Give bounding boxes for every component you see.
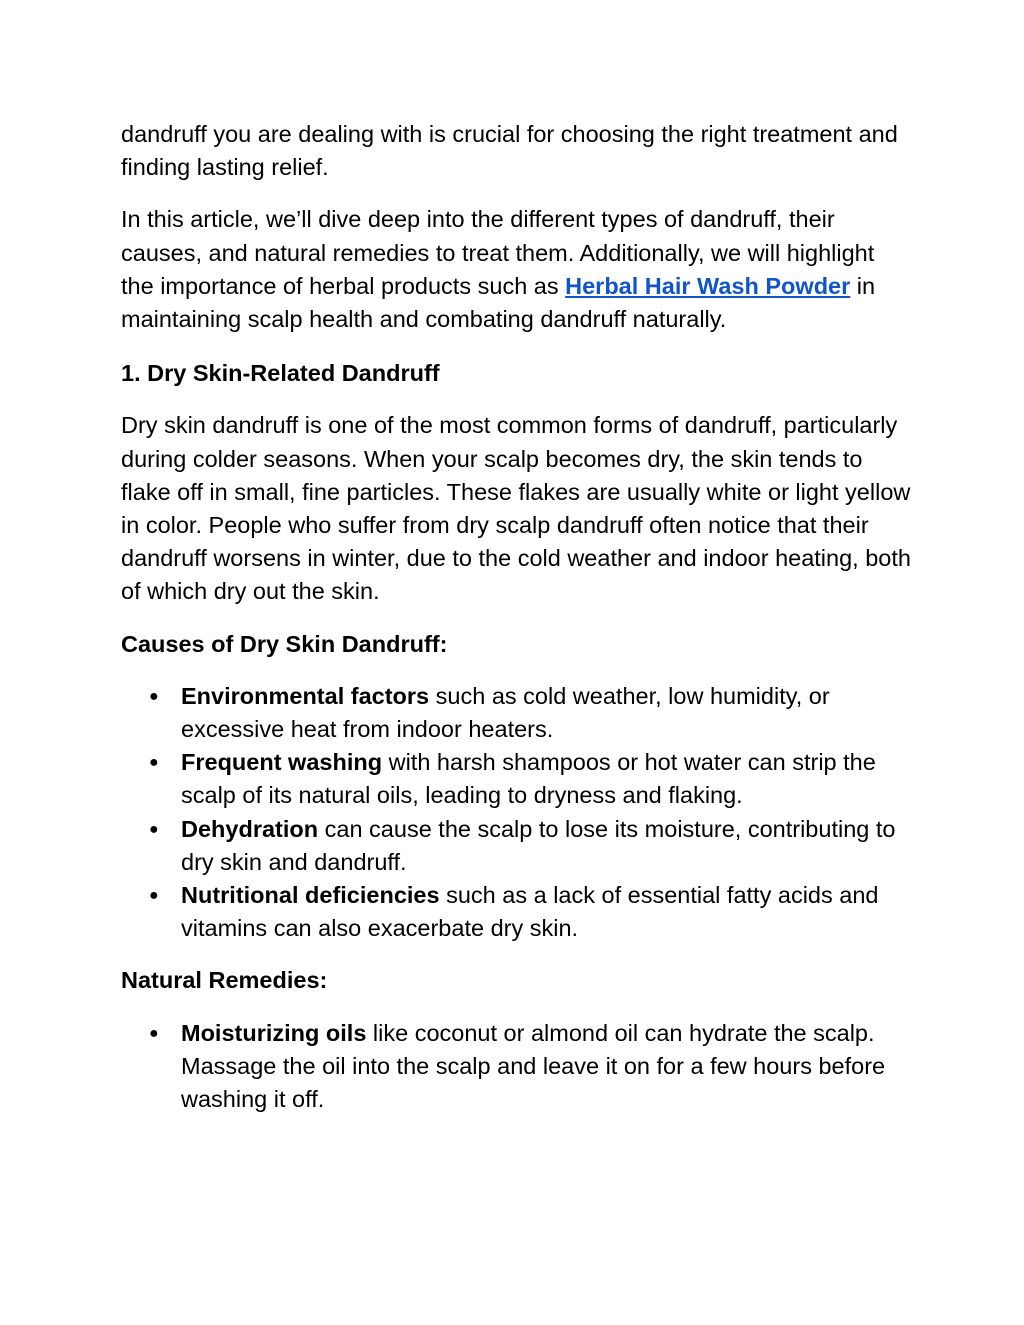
causes-heading: Causes of Dry Skin Dandruff: <box>121 630 448 657</box>
herbal-hair-wash-powder-link[interactable]: Herbal Hair Wash Powder <box>565 272 851 299</box>
cause-term: Nutritional deficiencies <box>181 882 440 909</box>
list-item <box>121 746 911 812</box>
causes-list <box>121 680 911 946</box>
cause-text: with harsh shampoos or hot water can strip the scalp of its natural oils, leading to dryness and flaking. <box>181 749 876 809</box>
list-item <box>121 680 911 746</box>
document-page <box>121 118 911 1135</box>
list-item <box>121 813 911 879</box>
list-item <box>121 1017 911 1117</box>
bullet-icon: ● <box>149 1024 159 1042</box>
remedy-term: Moisturizing oils <box>181 1019 367 1046</box>
remedies-list <box>121 1017 911 1117</box>
cause-text: can cause the scalp to lose its moisture, contributing to dry skin and dandruff. <box>181 815 896 875</box>
article-text-after-link: in maintaining scalp health and combating dandruff naturally. <box>121 272 876 333</box>
bullet-icon: ● <box>149 820 159 838</box>
cause-term: Dehydration <box>181 815 319 842</box>
list-item <box>121 879 911 945</box>
cause-term: Frequent washing <box>181 749 383 776</box>
remedy-text: like coconut or almond oil can hydrate the scalp. Massage the oil into the scalp and leave it on for a few hours before washing it off. <box>181 1019 886 1113</box>
bullet-icon: ● <box>149 887 159 905</box>
section-heading-dry-skin: 1. Dry Skin-Related Dandruff <box>121 360 440 387</box>
bullet-icon: ● <box>149 754 159 772</box>
article-text-before-link: In this article, we’ll dive deep into the different types of dandruff, their causes, and natural remedies to treat them. Additionally, we will highlight the importance of herbal products such as <box>121 206 875 299</box>
cause-term: Environmental factors <box>181 682 430 709</box>
dry-skin-paragraph: Dry skin dandruff is one of the most common forms of dandruff, particularly during colder seasons. When your scalp becomes dry, the skin tends to flake off in small, fine particles. These flakes are usually white or light yellow in color. People who suffer from dry scalp dandruff often notice that their dandruff worsens in winter, due to the cold weather and indoor heating, both of which dry out the skin. <box>121 412 911 605</box>
bullet-icon: ● <box>149 687 159 705</box>
cause-text: such as cold weather, low humidity, or excessive heat from indoor heaters. <box>181 682 830 743</box>
remedies-heading: Natural Remedies: <box>121 967 328 994</box>
article-intro-paragraph <box>121 203 911 336</box>
cause-text: such as a lack of essential fatty acids and vitamins can also exacerbate dry skin. <box>181 882 879 942</box>
intro-continuation-paragraph: dandruff you are dealing with is crucial for choosing the right treatment and finding lasting relief. <box>121 121 898 181</box>
